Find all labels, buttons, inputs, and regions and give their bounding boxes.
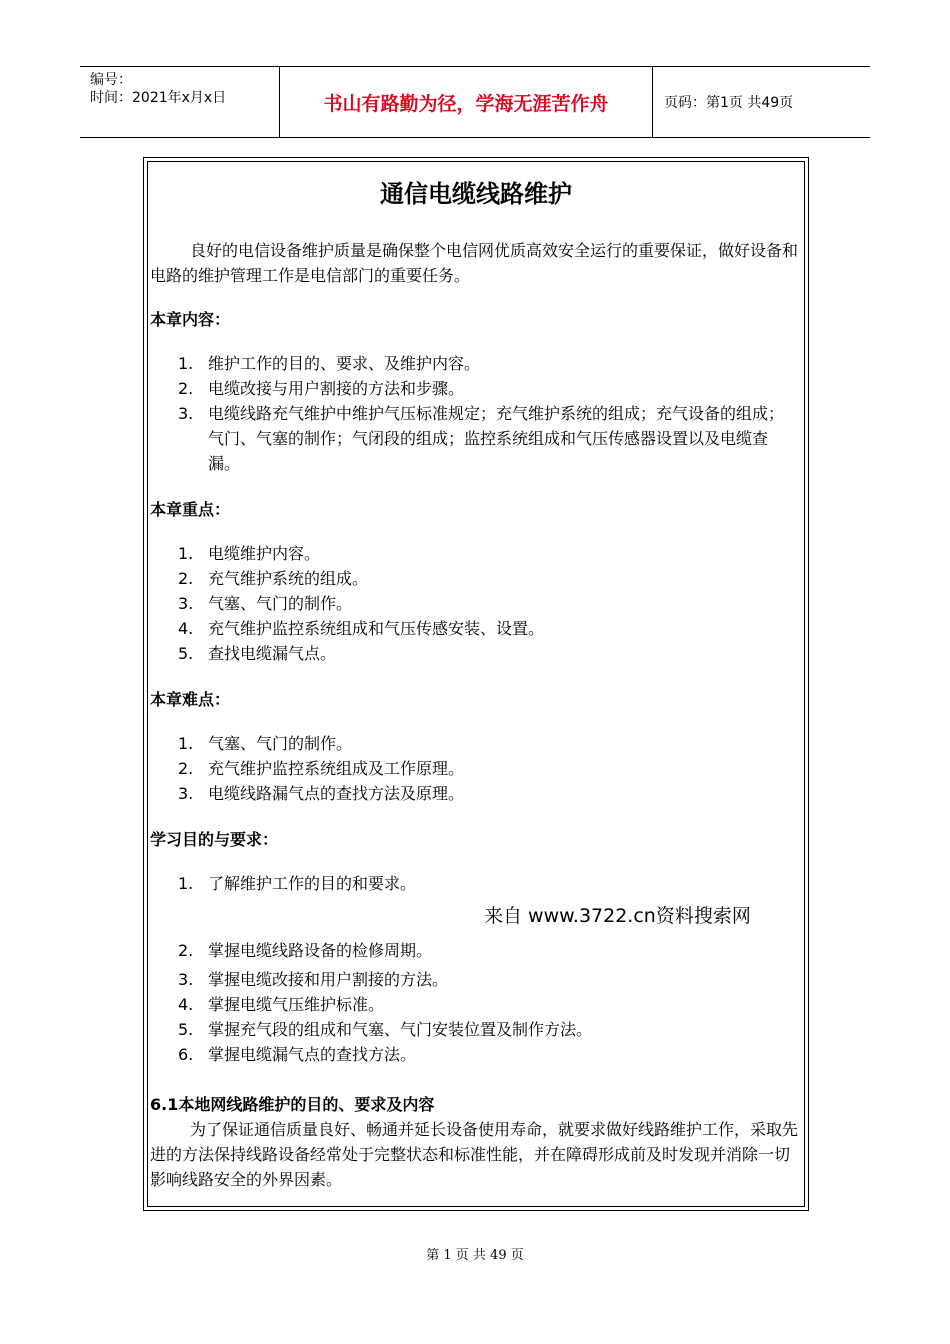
difficult-list <box>150 731 802 806</box>
list-item: 2. 充气维护系统的组成。 <box>178 569 369 588</box>
document-body <box>150 170 802 1192</box>
section-heading-6-1: 6.1本地网线路维护的目的、要求及内容 <box>150 1095 435 1114</box>
header-motto: 书山有路勤为径，学海无涯苦作舟 <box>280 67 653 137</box>
list-item: 3. 电缆线路漏气点的查找方法及原理。 <box>178 784 465 803</box>
list-item: 4. 掌握电缆气压维护标准。 <box>178 995 385 1014</box>
list-item: 5. 掌握充气段的组成和气塞、气门安装位置及制作方法。 <box>178 1020 593 1039</box>
list-item: 3. 电缆线路充气维护中维护气压标准规定；充气维护系统的组成；充气设备的组成；气门、气塞的制作；气闭段的组成；监控系统组成和气压传感器设置以及电缆查漏。 <box>178 404 785 473</box>
list-item: 1. 维护工作的目的、要求、及维护内容。 <box>178 354 481 373</box>
list-item: 3. 掌握电缆改接和用户割接的方法。 <box>178 970 449 989</box>
list-item: 3. 气塞、气门的制作。 <box>178 594 353 613</box>
page-footer: 第 1 页 共 49 页 <box>426 1248 524 1263</box>
list-item: 2. 掌握电缆线路设备的检修周期。 <box>178 941 433 960</box>
serial-label: 编号： <box>90 72 132 88</box>
list-item: 2. 充气维护监控系统组成及工作原理。 <box>178 759 465 778</box>
time-label: 时间：2021年x月x日 <box>90 90 227 106</box>
list-item: 4. 充气维护监控系统组成和气压传感安装、设置。 <box>178 619 545 638</box>
list-item: 1. 了解维护工作的目的和要求。 <box>178 874 417 893</box>
goals-list-first <box>150 871 802 896</box>
list-item: 2. 电缆改接与用户割接的方法和步骤。 <box>178 379 465 398</box>
list-item: 5. 查找电缆漏气点。 <box>178 644 337 663</box>
content-frame <box>143 157 809 1211</box>
goals-list <box>150 938 802 1067</box>
list-item: 1. 电缆维护内容。 <box>178 544 321 563</box>
source-watermark: 来自 www.3722.cn资料搜索网 <box>484 905 751 927</box>
section-heading-key: 本章重点： <box>150 500 231 519</box>
intro-paragraph: 良好的电信设备维护质量是确保整个电信网优质高效安全运行的重要保证，做好设备和电路的维护管理工作是电信部门的重要任务。 <box>150 241 799 285</box>
section-heading-content: 本章内容： <box>150 310 231 329</box>
header-page-info: 页码：第1页 共49页 <box>664 95 794 111</box>
page-header <box>80 66 870 138</box>
list-item: 6. 掌握电缆漏气点的查找方法。 <box>178 1045 417 1064</box>
document-title: 通信电缆线路维护 <box>380 180 572 208</box>
content-list <box>150 351 802 476</box>
list-item: 1. 气塞、气门的制作。 <box>178 734 353 753</box>
header-meta <box>80 67 280 137</box>
section-6-1-paragraph: 为了保证通信质量良好、畅通并延长设备使用寿命，就要求做好线路维护工作，采取先进的方法保持线路设备经常处于完整状态和标准性能，并在障碍形成前及时发现并消除一切影响线路安全的外界因素。 <box>150 1120 799 1189</box>
key-list <box>150 541 802 666</box>
section-heading-goals: 学习目的与要求： <box>150 830 279 849</box>
section-heading-difficult: 本章难点： <box>150 690 231 709</box>
